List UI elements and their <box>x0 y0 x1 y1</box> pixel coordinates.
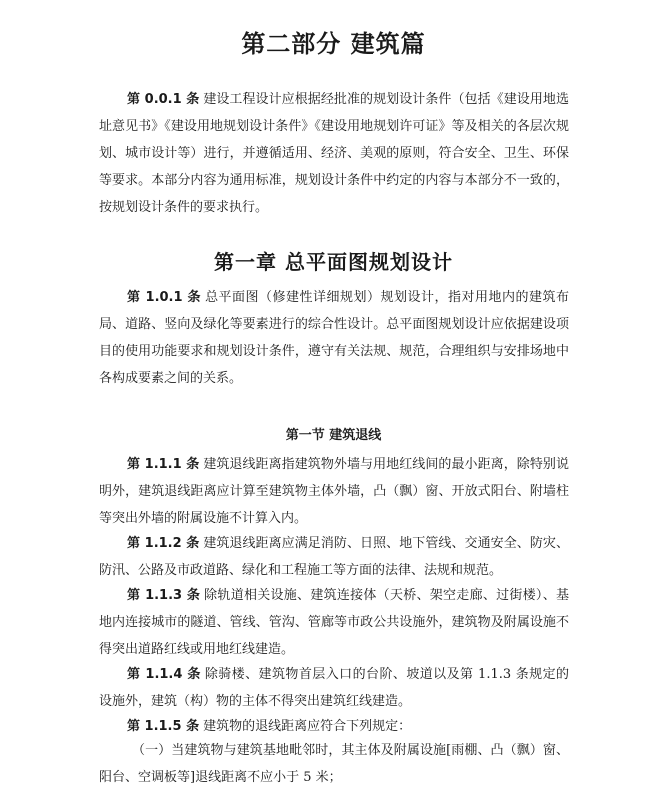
article-paragraph <box>99 661 569 715</box>
article-paragraph <box>99 451 569 532</box>
article-number: 第 1.1.1 条 <box>127 457 200 472</box>
article-number: 第 1.1.5 条 <box>127 719 200 734</box>
article-text: 建筑退线距离指建筑物外墙与用地红线间的最小距离，除特别说明外，建筑退线距离应计算至建筑物主体外墙，凸（飘）窗、开放式阳台、附墙柱等突出外墙的附属设施不计算入内。 <box>99 457 569 526</box>
article-paragraph <box>99 713 569 740</box>
article-text: 建筑物的退线距离应符合下列规定： <box>203 719 412 734</box>
article-paragraph <box>99 284 569 392</box>
part-title: 第二部分 建筑篇 <box>241 30 426 58</box>
article-number: 第 1.1.4 条 <box>127 667 201 682</box>
chapter-title: 第一章 总平面图规划设计 <box>214 250 453 274</box>
list-item: （一）当建筑物与建筑基地毗邻时，其主体及附属设施[雨棚、凸（飘）窗、阳台、空调板等]退线距离不应小于 5 米； <box>99 743 569 785</box>
article-text: 建设工程设计应根据经批准的规划设计条件（包括《建设用地选址意见书》《建设用地规划设计条件》《建设用地规划许可证》等及相关的各层次规划、城市设计等）进行，并遵循适用、经济、美观的原则，符合安全、卫生、环保等要求。本部分内容为通用标准，规划设计条件中约定的内容与本部分不一致的，按规划设计条件的要求执行。 <box>99 92 569 215</box>
article-paragraph <box>99 86 569 221</box>
article-number: 第 0.0.1 条 <box>127 92 200 107</box>
article-text: 建筑退线距离应满足消防、日照、地下管线、交通安全、防灾、防汛、公路及市政道路、绿化和工程施工等方面的法律、法规和规范。 <box>99 536 569 578</box>
article-text: 总平面图（修建性详细规划）规划设计，指对用地内的建筑布局、道路、竖向及绿化等要素进行的综合性设计。总平面图规划设计应依据建设项目的使用功能要求和规划设计条件，遵守有关法规、规范，合理组织与安排场地中各构成要素之间的关系。 <box>99 290 569 386</box>
article-text: 除轨道相关设施、建筑连接体（天桥、架空走廊、过街楼）、基地内连接城市的隧道、管线、管沟、管廊等市政公共设施外，建筑物及附属设施不得突出道路红线或用地红线建造。 <box>99 588 569 657</box>
article-number: 第 1.0.1 条 <box>127 290 202 305</box>
section-title: 第一节 建筑退线 <box>285 428 382 443</box>
article-number: 第 1.1.3 条 <box>127 588 201 603</box>
article-text: 除骑楼、建筑物首层入口的台阶、坡道以及第 1.1.3 条规定的设施外，建筑（构）物的主体不得突出建筑红线建造。 <box>99 667 569 709</box>
article-paragraph <box>99 530 569 584</box>
article-number: 第 1.1.2 条 <box>127 536 200 551</box>
article-paragraph <box>99 582 569 663</box>
